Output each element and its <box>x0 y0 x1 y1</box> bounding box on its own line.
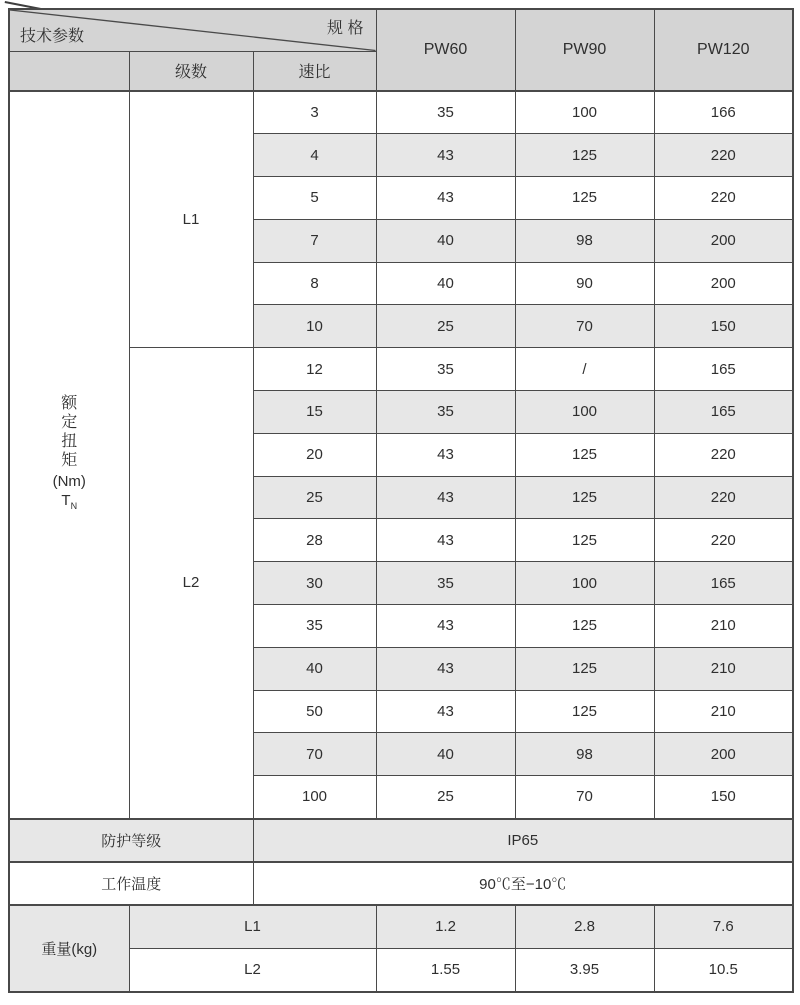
ratio-cell: 20 <box>253 433 376 476</box>
temperature-value: 90℃至−10℃ <box>253 862 793 905</box>
torque-value: 35 <box>376 391 515 434</box>
torque-value: 98 <box>515 219 654 262</box>
spec-header-label: 规 格 <box>327 20 364 37</box>
torque-value: 43 <box>376 433 515 476</box>
weight-value: 7.6 <box>654 905 793 949</box>
temperature-label: 工作温度 <box>9 862 253 905</box>
torque-value: 165 <box>654 391 793 434</box>
stage-header: 级数 <box>129 51 253 91</box>
torque-value: 43 <box>376 690 515 733</box>
stage-cell-l1: L1 <box>129 91 253 348</box>
torque-value: 125 <box>515 433 654 476</box>
torque-value: / <box>515 348 654 391</box>
torque-value: 90 <box>515 262 654 305</box>
torque-value: 43 <box>376 605 515 648</box>
tech-params-label: 技术参数 <box>20 27 85 45</box>
torque-value: 40 <box>376 262 515 305</box>
torque-value: 165 <box>654 562 793 605</box>
torque-value: 210 <box>654 647 793 690</box>
weight-value: 3.95 <box>515 948 654 992</box>
torque-value: 125 <box>515 690 654 733</box>
protection-label: 防护等级 <box>9 819 253 862</box>
torque-unit: (Nm) <box>52 472 86 490</box>
torque-value: 200 <box>654 219 793 262</box>
ratio-cell: 40 <box>253 647 376 690</box>
torque-value: 35 <box>376 91 515 134</box>
protection-row <box>9 819 793 862</box>
ratio-cell: 25 <box>253 476 376 519</box>
torque-value: 220 <box>654 177 793 220</box>
header-row-1 <box>9 9 793 51</box>
ratio-cell: 12 <box>253 348 376 391</box>
torque-value: 210 <box>654 605 793 648</box>
torque-value: 200 <box>654 733 793 776</box>
torque-value: 210 <box>654 690 793 733</box>
ratio-cell: 4 <box>253 134 376 177</box>
torque-value: 43 <box>376 519 515 562</box>
ratio-cell: 28 <box>253 519 376 562</box>
model-header-pw90: PW90 <box>515 9 654 91</box>
model-header-pw60: PW60 <box>376 9 515 91</box>
torque-value: 125 <box>515 647 654 690</box>
torque-value: 125 <box>515 134 654 177</box>
torque-value: 43 <box>376 177 515 220</box>
weight-value: 1.55 <box>376 948 515 992</box>
table-row <box>9 91 793 134</box>
torque-value: 220 <box>654 134 793 177</box>
weight-value: 10.5 <box>654 948 793 992</box>
torque-value: 125 <box>515 177 654 220</box>
weight-stage-l1: L1 <box>129 905 376 949</box>
torque-value: 200 <box>654 262 793 305</box>
ratio-cell: 3 <box>253 91 376 134</box>
torque-value: 25 <box>376 305 515 348</box>
torque-value: 98 <box>515 733 654 776</box>
torque-value: 35 <box>376 348 515 391</box>
ratio-cell: 15 <box>253 391 376 434</box>
torque-value: 100 <box>515 91 654 134</box>
torque-value: 40 <box>376 219 515 262</box>
torque-value: 100 <box>515 391 654 434</box>
ratio-cell: 7 <box>253 219 376 262</box>
torque-value: 35 <box>376 562 515 605</box>
temperature-row <box>9 862 793 905</box>
ratio-cell: 100 <box>253 776 376 819</box>
torque-value: 150 <box>654 776 793 819</box>
torque-value: 70 <box>515 776 654 819</box>
torque-value: 43 <box>376 134 515 177</box>
torque-symbol: $T_N$ <box>61 491 78 511</box>
torque-value: 70 <box>515 305 654 348</box>
header-empty-cell <box>9 51 129 91</box>
ratio-cell: 5 <box>253 177 376 220</box>
weight-value: 2.8 <box>515 905 654 949</box>
torque-value: 100 <box>515 562 654 605</box>
torque-value: 220 <box>654 519 793 562</box>
weight-label: 重量(kg) <box>9 905 129 992</box>
torque-value: 150 <box>654 305 793 348</box>
stage-cell-l2: L2 <box>129 348 253 819</box>
torque-value: 125 <box>515 519 654 562</box>
diagonal-header-cell <box>9 9 376 51</box>
torque-value: 25 <box>376 776 515 819</box>
torque-value: 40 <box>376 733 515 776</box>
ratio-cell: 50 <box>253 690 376 733</box>
torque-value: 166 <box>654 91 793 134</box>
protection-value: IP65 <box>253 819 793 862</box>
ratio-cell: 30 <box>253 562 376 605</box>
torque-value: 220 <box>654 433 793 476</box>
spec-table <box>8 8 794 993</box>
weight-value: 1.2 <box>376 905 515 949</box>
ratio-cell: 70 <box>253 733 376 776</box>
ratio-cell: 35 <box>253 605 376 648</box>
torque-value: 125 <box>515 476 654 519</box>
torque-value: 43 <box>376 647 515 690</box>
torque-value: 43 <box>376 476 515 519</box>
torque-value: 125 <box>515 605 654 648</box>
weight-row-l1 <box>9 905 793 949</box>
weight-stage-l2: L2 <box>129 948 376 992</box>
ratio-header: 速比 <box>253 51 376 91</box>
ratio-cell: 8 <box>253 262 376 305</box>
rated-torque-label: 额 定 扭 矩 (Nm) $T_N$ <box>9 91 129 819</box>
torque-value: 220 <box>654 476 793 519</box>
ratio-cell: 10 <box>253 305 376 348</box>
model-header-pw120: PW120 <box>654 9 793 91</box>
torque-value: 165 <box>654 348 793 391</box>
